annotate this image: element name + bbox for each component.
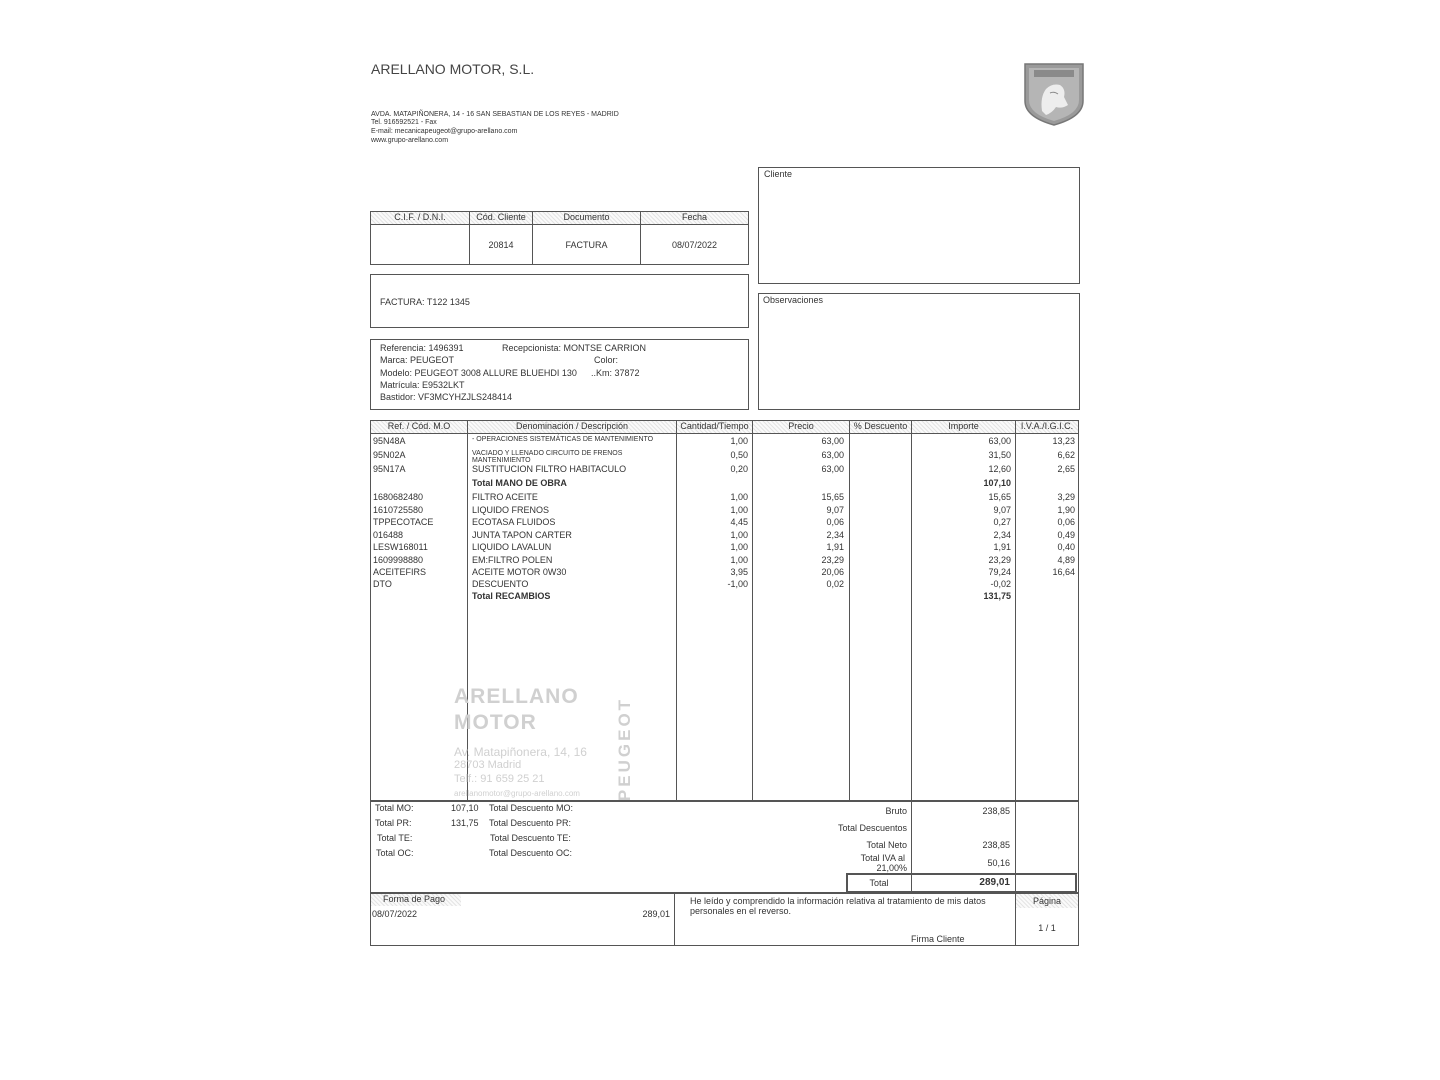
matricula: Matrícula: E9532LKT [380, 380, 465, 390]
total-mo-label: Total MO: [375, 803, 414, 813]
row-price: 1,91 [826, 542, 844, 552]
row-price: 15,65 [821, 492, 844, 502]
row-ref: 016488 [373, 530, 404, 540]
total-neto-label: Total Neto [866, 840, 907, 850]
modelo: Modelo: PEUGEOT 3008 ALLURE BLUEHDI 130 [380, 368, 577, 378]
row-ref: 95N02A [373, 450, 406, 460]
cod-cliente-header: Cód. Cliente [470, 212, 532, 224]
row-qty: 1,00 [730, 505, 748, 515]
row-iva: 0,40 [1057, 542, 1075, 552]
header-iva: I.V.A./I.G.I.C. [1016, 421, 1078, 433]
header-ref: Ref. / Cód. M.O [371, 421, 467, 433]
row-qty: 1,00 [730, 542, 748, 552]
row-ref: 95N17A [373, 464, 406, 474]
row-amount: 2,34 [993, 530, 1011, 540]
stamp-brand: PEUGEOT [615, 696, 634, 802]
row-desc: LIQUIDO LAVALUN [472, 542, 552, 552]
row-iva: 13,23 [1052, 436, 1075, 446]
total-oc-label: Total OC: [376, 848, 414, 858]
row-desc: Total RECAMBIOS [472, 591, 551, 601]
row-amount: 1,91 [993, 542, 1011, 552]
row-ref: 95N48A [373, 436, 406, 446]
header-disc: % Descuento [850, 421, 911, 433]
row-qty: 1,00 [730, 530, 748, 540]
firma-cliente-label: Firma Cliente [911, 934, 965, 944]
row-amount: 15,65 [988, 492, 1011, 502]
row-iva: 0,06 [1057, 517, 1075, 527]
row-iva: 6,62 [1057, 450, 1075, 460]
bastidor: Bastidor: VF3MCYHZJLS248414 [380, 392, 513, 402]
row-desc: LIQUIDO FRENOS [472, 505, 550, 515]
row-amount: 9,07 [993, 505, 1011, 515]
row-desc: VACIADO Y LLENADO CIRCUITO DE FRENOS MANTENIMIENTO [472, 450, 623, 464]
stamp-phone: Telf.: 91 659 25 21 [454, 773, 545, 785]
company-web: www.grupo-arellano.com [371, 137, 449, 144]
stamp-name-2: MOTOR [454, 711, 537, 734]
total-iva-label: Total IVA al [860, 853, 905, 863]
row-ref: 1609998880 [373, 555, 424, 565]
row-amount: 0,27 [993, 517, 1011, 527]
privacy-notice: He leído y comprendido la información relativa al tratamiento de mis datos personales en el reverso. [690, 896, 986, 916]
total-pr-value: 131,75 [451, 818, 479, 828]
stamp-name-1: ARELLANO [454, 685, 579, 708]
total-value: 289,01 [979, 877, 1010, 888]
row-amount: 79,24 [988, 567, 1011, 577]
row-desc: SUSTITUCION FILTRO HABITACULO [472, 464, 627, 474]
row-desc: DESCUENTO [472, 579, 529, 589]
documento-value: FACTURA [565, 240, 608, 250]
row-iva: 4,89 [1057, 555, 1075, 565]
row-price: 23,29 [821, 555, 844, 565]
row-qty: 0,50 [730, 450, 748, 460]
row-qty: 4,45 [730, 517, 748, 527]
total-neto-value: 238,85 [982, 840, 1010, 850]
row-qty: 1,00 [730, 436, 748, 446]
row-desc: JUNTA TAPON CARTER [472, 530, 572, 540]
cod-cliente-value: 20814 [488, 240, 514, 250]
row-desc: ECOTASA FLUIDOS [472, 517, 556, 527]
row-qty: -1,00 [727, 579, 748, 589]
marca: Marca: PEUGEOT [380, 355, 455, 365]
fecha-value: 08/07/2022 [671, 240, 718, 250]
total-descuento-mo-label: Total Descuento MO: [489, 803, 574, 813]
row-amount: 131,75 [983, 591, 1011, 601]
row-desc: Total MANO DE OBRA [472, 478, 567, 488]
observaciones-label: Observaciones [763, 295, 824, 305]
row-qty: 3,95 [730, 567, 748, 577]
company-address: AVDA. MATAPIÑONERA, 14 - 16 SAN SEBASTIAN DE LOS REYES - MADRID [371, 111, 619, 118]
row-amount: 107,10 [983, 478, 1011, 488]
row-amount: 12,60 [988, 464, 1011, 474]
total-descuento-te-label: Total Descuento TE: [490, 833, 571, 843]
row-iva: 16,64 [1052, 567, 1075, 577]
row-ref: 1680682480 [373, 492, 424, 502]
total-mo-value: 107,10 [451, 803, 479, 813]
row-amount: 63,00 [988, 436, 1011, 446]
row-iva: 0,49 [1057, 530, 1075, 540]
total-descuento-pr-label: Total Descuento PR: [489, 818, 572, 828]
peugeot-logo-icon [1022, 61, 1086, 127]
row-ref: ACEITEFIRS [373, 567, 427, 577]
row-desc: ACEITE MOTOR 0W30 [472, 567, 567, 577]
fecha-header: Fecha [641, 212, 748, 224]
total-iva-rate: 21,00% [876, 863, 907, 873]
company-name: ARELLANO MOTOR, S.L. [371, 61, 535, 77]
recepcionista: Recepcionista: MONTSE CARRION [502, 343, 647, 353]
total-pr-label: Total PR: [375, 818, 412, 828]
total-iva-value: 50,16 [987, 858, 1010, 868]
company-email: E-mail: mecanicapeugeot@grupo-arellano.com [371, 128, 518, 135]
header-desc: Denominación / Descripción [468, 421, 676, 433]
row-price: 20,06 [821, 567, 844, 577]
row-ref: LESW168011 [373, 542, 428, 552]
total-descuento-oc-label: Total Descuento OC: [489, 848, 573, 858]
forma-pago-fecha: 08/07/2022 [372, 909, 418, 919]
factura-number: FACTURA: T122 1345 [380, 297, 470, 307]
row-price: 63,00 [821, 450, 844, 460]
row-ref: TPPECOTACE [373, 517, 434, 527]
row-iva: 1,90 [1057, 505, 1075, 515]
cliente-box [758, 167, 1080, 284]
bruto-label: Bruto [885, 806, 907, 816]
color: Color: [594, 355, 619, 365]
row-qty: 0,20 [730, 464, 748, 474]
row-ref: 1610725580 [373, 505, 424, 515]
stamp-address: Av. Matapiñonera, 14, 16 [454, 745, 587, 759]
bruto-value: 238,85 [982, 806, 1010, 816]
row-desc: EM:FILTRO POLEN [472, 555, 553, 565]
forma-pago-header: Forma de Pago [371, 894, 461, 906]
row-desc: - OPERACIONES SISTEMÁTICAS DE MANTENIMIENTO [472, 436, 654, 443]
row-price: 63,00 [821, 436, 844, 446]
row-ref: DTO [373, 579, 392, 589]
stamp-email: arellanomotor@grupo-arellano.com [454, 789, 580, 798]
km: ..Km: 37872 [591, 368, 640, 378]
row-price: 0,02 [826, 579, 844, 589]
total-label: Total [869, 878, 889, 888]
row-amount: 23,29 [988, 555, 1011, 565]
row-iva: 2,65 [1057, 464, 1075, 474]
header-qty: Cantidad/Tiempo [677, 421, 752, 433]
documento-header: Documento [533, 212, 640, 224]
row-amount: -0,02 [990, 579, 1011, 589]
stamp [450, 685, 670, 810]
row-qty: 1,00 [730, 555, 748, 565]
observaciones-box [758, 293, 1080, 410]
company-tel: Tel. 916592521 - Fax [371, 119, 437, 126]
stamp-city: 28703 Madrid [454, 759, 522, 771]
row-iva: 3,29 [1057, 492, 1075, 502]
pagina-header: Página [1016, 894, 1078, 908]
row-price: 9,07 [826, 505, 844, 515]
referencia: Referencia: 1496391 [380, 343, 464, 353]
row-price: 2,34 [826, 530, 844, 540]
header-price: Precio [753, 421, 849, 433]
total-descuentos-label: Total Descuentos [837, 823, 907, 833]
row-qty: 1,00 [730, 492, 748, 502]
cif-header: C.I.F. / D.N.I. [371, 212, 469, 224]
header-amount: Importe [912, 421, 1015, 433]
row-price: 0,06 [826, 517, 844, 527]
total-te-label: Total TE: [377, 833, 413, 843]
cliente-label: Cliente [764, 169, 793, 179]
pagina-value: 1 / 1 [1038, 923, 1056, 933]
forma-pago-importe: 289,01 [642, 909, 670, 919]
row-price: 63,00 [821, 464, 844, 474]
row-amount: 31,50 [988, 450, 1011, 460]
row-desc: FILTRO ACEITE [472, 492, 538, 502]
